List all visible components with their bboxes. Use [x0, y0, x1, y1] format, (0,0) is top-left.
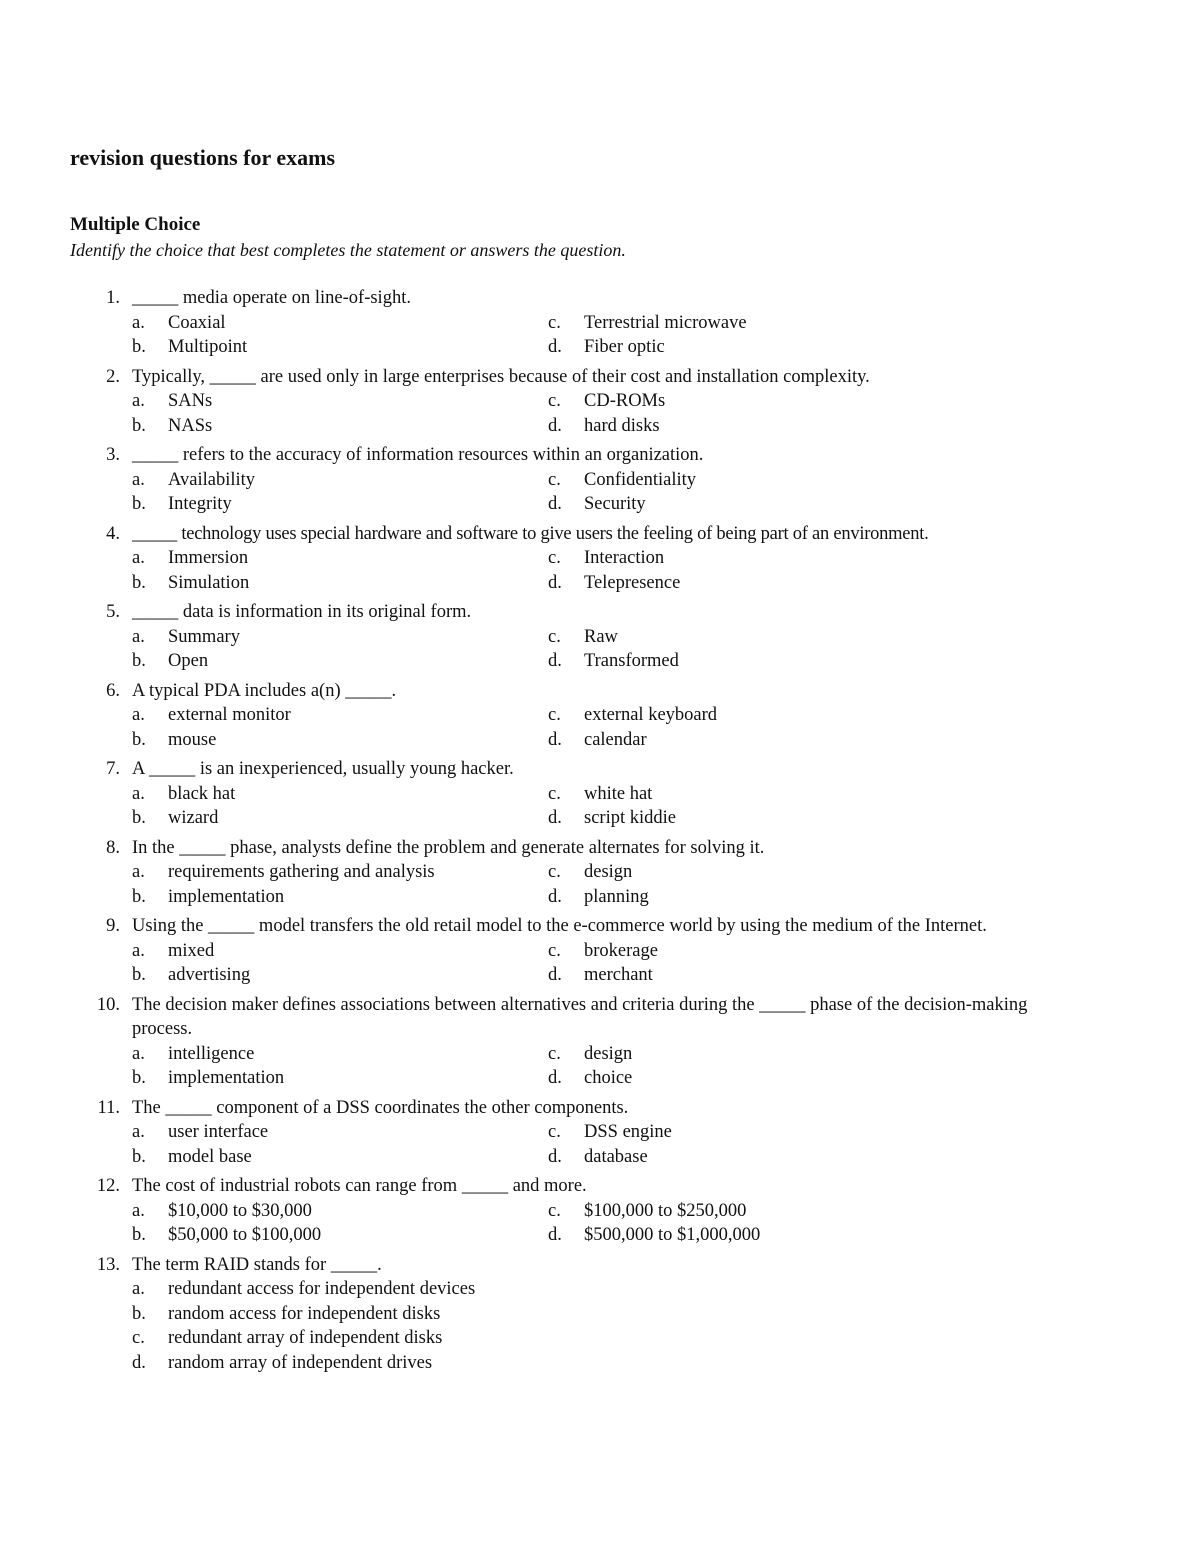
- option-b[interactable]: b. Open: [132, 651, 209, 671]
- option-b[interactable]: b. model base: [132, 1146, 252, 1167]
- option-a[interactable]: a. intelligence: [132, 1043, 255, 1064]
- option-a[interactable]: a. SANs: [132, 391, 213, 411]
- option-d[interactable]: d. random array of independent drives: [132, 1352, 433, 1373]
- question-number: 12.: [96, 1176, 120, 1196]
- option-b[interactable]: b. NASs: [132, 415, 213, 436]
- question-text: _____ media operate on line-of-sight.: [132, 288, 411, 308]
- question-4: [0, 522, 1200, 596]
- option-a[interactable]: a. black hat: [132, 783, 236, 804]
- option-a[interactable]: a. mixed: [132, 940, 215, 961]
- option-b[interactable]: b. mouse: [132, 729, 217, 750]
- option-d[interactable]: d. Security: [548, 494, 646, 514]
- question-text: Using the _____ model transfers the old retail model to the e-commerce world by using the medium of the Internet.: [132, 916, 987, 936]
- option-a[interactable]: a. external monitor: [132, 705, 291, 725]
- question-number: 13.: [96, 1254, 120, 1275]
- section-title: Multiple Choice: [70, 214, 201, 235]
- option-c[interactable]: c. white hat: [548, 783, 653, 804]
- question-8: [0, 836, 1200, 910]
- option-d[interactable]: d. $500,000 to $1,000,000: [548, 1225, 761, 1245]
- option-d[interactable]: d. database: [548, 1146, 648, 1167]
- question-number: 3.: [106, 445, 120, 465]
- question-number: 10.: [96, 994, 120, 1015]
- option-b[interactable]: b. implementation: [132, 886, 285, 907]
- option-c[interactable]: c. $100,000 to $250,000: [548, 1200, 747, 1221]
- question-text: _____ data is information in its original form.: [132, 602, 472, 622]
- question-number: 9.: [106, 916, 120, 936]
- question-number: 11.: [97, 1097, 120, 1118]
- question-text: A typical PDA includes a(n) _____.: [132, 680, 397, 701]
- option-c[interactable]: c. brokerage: [548, 940, 658, 961]
- option-d[interactable]: d. planning: [548, 886, 649, 907]
- option-b[interactable]: b. wizard: [132, 808, 219, 828]
- question-text: _____ refers to the accuracy of information resources within an organization.: [132, 445, 704, 465]
- question-list: [0, 286, 1200, 1380]
- option-b[interactable]: b. $50,000 to $100,000: [132, 1225, 322, 1245]
- option-a[interactable]: a. Immersion: [132, 548, 249, 568]
- option-b[interactable]: b. Multipoint: [132, 337, 248, 357]
- option-d[interactable]: d. calendar: [548, 729, 647, 750]
- question-6: [0, 679, 1200, 753]
- option-c[interactable]: c. Confidentiality: [548, 469, 697, 490]
- question-number: 7.: [106, 759, 120, 779]
- option-d[interactable]: d. Transformed: [548, 651, 679, 671]
- question-12: [0, 1174, 1200, 1248]
- question-number: 1.: [106, 288, 120, 308]
- question-number: 6.: [106, 680, 120, 701]
- question-9: [0, 914, 1200, 988]
- question-text: The cost of industrial robots can range from _____ and more.: [132, 1176, 587, 1196]
- option-c[interactable]: c. CD-ROMs: [548, 391, 666, 411]
- option-d[interactable]: d. script kiddie: [548, 808, 676, 828]
- option-a[interactable]: a. Availability: [132, 469, 255, 490]
- question-text: The term RAID stands for _____.: [132, 1254, 382, 1275]
- page-title: revision questions for exams: [70, 145, 336, 170]
- question-text: In the _____ phase, analysts define the problem and generate alternates for solving it.: [132, 837, 765, 858]
- question-number: 8.: [106, 837, 120, 858]
- question-3: [0, 443, 1200, 517]
- option-b[interactable]: b. random access for independent disks: [132, 1303, 441, 1324]
- option-c[interactable]: c. Terrestrial microwave: [548, 312, 747, 333]
- question-13: [0, 1253, 1200, 1376]
- option-a[interactable]: a. $10,000 to $30,000: [132, 1200, 312, 1221]
- instructions-text: Identify the choice that best completes the statement or answers the question.: [70, 240, 626, 260]
- option-d[interactable]: d. merchant: [548, 965, 653, 985]
- option-a[interactable]: a. Coaxial: [132, 312, 226, 333]
- option-c[interactable]: c. redundant array of independent disks: [132, 1328, 443, 1348]
- option-a[interactable]: a. requirements gathering and analysis: [132, 862, 435, 882]
- question-7: [0, 757, 1200, 831]
- question-text: Typically, _____ are used only in large enterprises because of their cost and installation complexity.: [132, 366, 870, 387]
- option-c[interactable]: c. design: [548, 1043, 633, 1064]
- question-11: [0, 1096, 1200, 1170]
- question-number: 4.: [106, 523, 120, 544]
- option-a[interactable]: a. Summary: [132, 626, 240, 647]
- option-c[interactable]: c. design: [548, 862, 633, 882]
- question-2: [0, 365, 1200, 439]
- question-text: The _____ component of a DSS coordinates the other components.: [132, 1097, 629, 1118]
- option-c[interactable]: c. Raw: [548, 626, 618, 647]
- option-b[interactable]: b. Integrity: [132, 494, 232, 514]
- option-b[interactable]: b. implementation: [132, 1068, 285, 1088]
- option-d[interactable]: d. hard disks: [548, 415, 660, 436]
- question-text: The decision maker defines associations between alternatives and criteria during the _____ phase of the decision-making process.: [132, 994, 1028, 1039]
- option-d[interactable]: d. Fiber optic: [548, 337, 665, 357]
- option-d[interactable]: d. choice: [548, 1068, 633, 1088]
- question-text: A _____ is an inexperienced, usually young hacker.: [132, 759, 514, 779]
- question-text: _____ technology uses special hardware and software to give users the feeling of being part of an environment.: [132, 523, 929, 544]
- option-c[interactable]: c. external keyboard: [548, 705, 718, 725]
- option-a[interactable]: a. redundant access for independent devices: [132, 1279, 476, 1299]
- option-c[interactable]: c. Interaction: [548, 548, 665, 568]
- question-number: 2.: [106, 366, 120, 387]
- option-c[interactable]: c. DSS engine: [548, 1122, 672, 1142]
- option-b[interactable]: b. advertising: [132, 965, 251, 985]
- question-number: 5.: [106, 602, 120, 622]
- option-a[interactable]: a. user interface: [132, 1122, 269, 1142]
- question-10: [0, 993, 1200, 1091]
- option-b[interactable]: b. Simulation: [132, 572, 250, 593]
- option-d[interactable]: d. Telepresence: [548, 572, 681, 593]
- question-1: [0, 286, 1200, 360]
- question-5: [0, 600, 1200, 674]
